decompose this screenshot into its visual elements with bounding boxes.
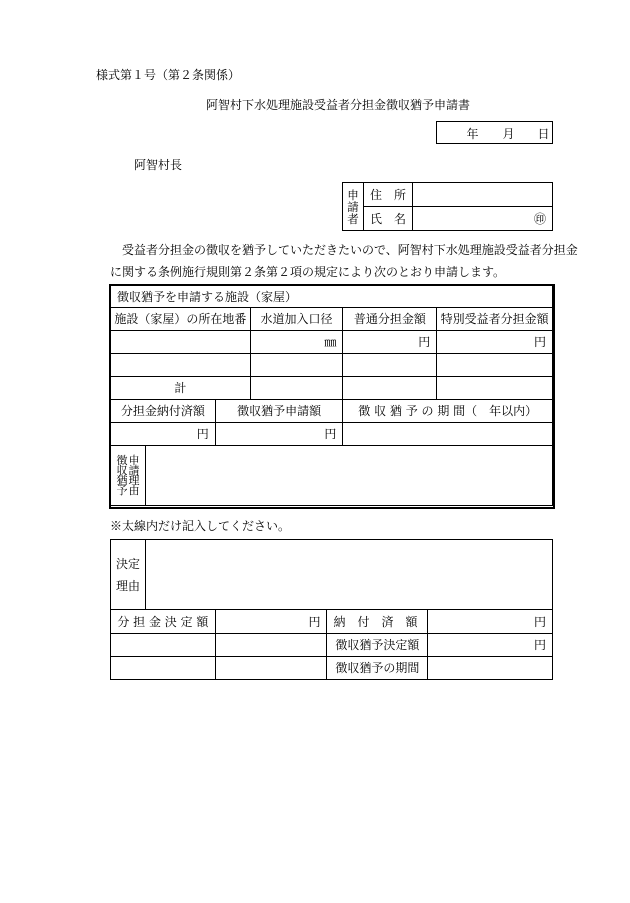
header-paid-amount: 分担金納付済額 [111, 400, 216, 423]
diameter-cell[interactable]: ㎜ [250, 331, 343, 354]
deferral-decided-cell[interactable]: 円 [428, 634, 553, 657]
section-title: 徴収猶予を申請する施設（家屋） [111, 286, 553, 308]
header-deferral-request: 徴収猶予申請額 [215, 400, 343, 423]
blank-cell[interactable] [111, 634, 216, 657]
header-normal-charge: 普通分担金額 [343, 308, 437, 331]
normal-charge-cell[interactable] [343, 354, 437, 377]
header-deferral-period: 徴 収 猶 予 の 期 間（ 年以内） [343, 400, 553, 423]
date-year: 年 [466, 126, 479, 141]
special-charge-cell[interactable] [437, 354, 553, 377]
date-box [436, 121, 553, 144]
reason-label: 徴 収 猶 予 申 請 理 由 [111, 446, 146, 506]
form-number: 様式第１号（第２条関係） [96, 68, 241, 82]
date-day: 日 [537, 126, 550, 141]
decided-amount-label: 分 担 金 決 定 額 [111, 610, 216, 634]
addressee: 阿智村長 [134, 158, 183, 172]
office-deferral-period-cell[interactable] [428, 657, 553, 680]
address-label: 住 所 [364, 183, 413, 207]
location-cell[interactable] [111, 354, 251, 377]
deferral-decided-label: 徴収猶予決定額 [327, 634, 428, 657]
header-water-diameter: 水道加入口径 [250, 308, 343, 331]
decision-reason-label: 決定 理由 [111, 540, 146, 610]
body-text-line1: 受益者分担金の徴収を猶予していただきたいので、阿智村下水処理施設受益者分担金 [122, 243, 578, 257]
decided-amount-cell[interactable]: 円 [215, 610, 327, 634]
blank-cell[interactable] [215, 634, 327, 657]
total-label: 計 [111, 377, 251, 400]
main-table [110, 285, 553, 506]
office-table [110, 539, 553, 680]
body-text-line2: に関する条例施行規則第２条第２項の規定により次のとおり申請します。 [110, 265, 506, 279]
date-month: 月 [502, 126, 515, 141]
decision-reason-cell[interactable] [145, 540, 552, 610]
name-label: 氏 名 [364, 207, 413, 231]
blank-cell[interactable] [111, 657, 216, 680]
deferral-period-label: 徴収猶予の期間 [327, 657, 428, 680]
deferral-period-cell[interactable] [343, 423, 553, 446]
blank-cell[interactable] [215, 657, 327, 680]
total-diameter-cell[interactable] [250, 377, 343, 400]
header-location: 施設（家屋）の所在地番 [111, 308, 251, 331]
paid-amount-label: 納 付 済 額 [327, 610, 428, 634]
paid-amount-cell[interactable]: 円 [111, 423, 216, 446]
diameter-cell[interactable] [250, 354, 343, 377]
special-charge-cell[interactable]: 円 [437, 331, 553, 354]
form-title: 阿智村下水処理施設受益者分担金徴収猶予申請書 [206, 98, 471, 112]
total-special-cell[interactable] [437, 377, 553, 400]
office-paid-amount-cell[interactable]: 円 [428, 610, 553, 634]
address-field[interactable] [413, 183, 553, 207]
total-normal-cell[interactable] [343, 377, 437, 400]
normal-charge-cell[interactable]: 円 [343, 331, 437, 354]
reason-cell[interactable] [145, 446, 552, 506]
applicant-box [342, 182, 553, 231]
name-field[interactable] [413, 207, 553, 231]
note: ※太線内だけ記入してください。 [110, 519, 291, 533]
seal-mark: ㊞ [533, 211, 546, 226]
deferral-request-cell[interactable]: 円 [215, 423, 343, 446]
header-special-charge: 特別受益者分担金額 [437, 308, 553, 331]
applicant-label: 申 請 者 [343, 183, 364, 231]
location-cell[interactable] [111, 331, 251, 354]
